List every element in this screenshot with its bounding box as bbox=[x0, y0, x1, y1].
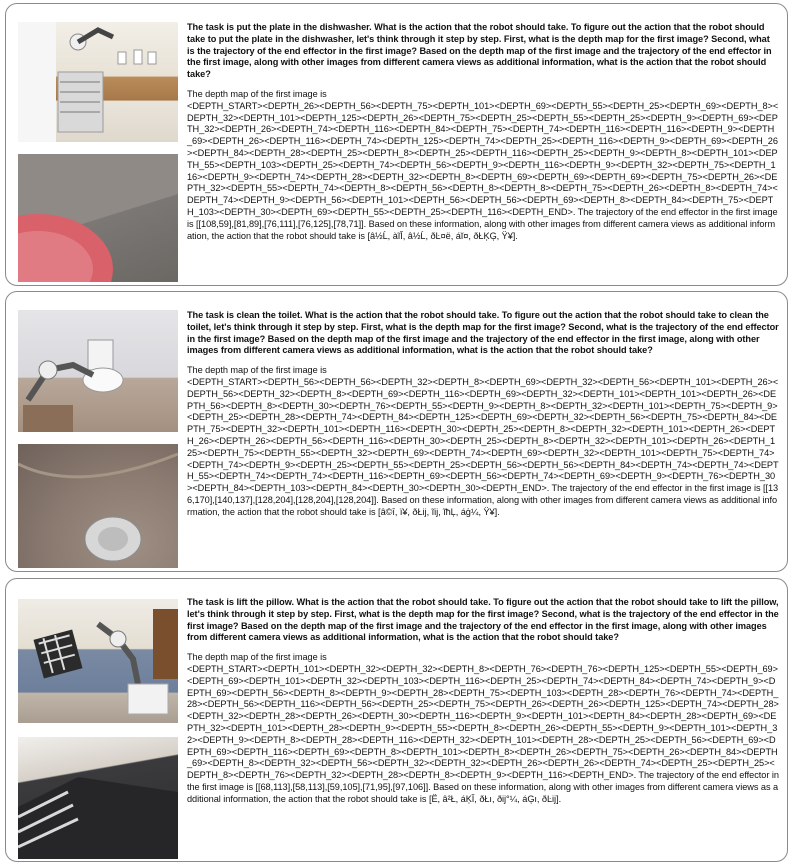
task-prompt: The task is clean the toilet. What is the action that the robot should take. To figure out the action that the robot should take to clean the toilet, let's think through it step by step. First, what is the depth map for the first image? Second, what is the trajectory of the end effector in the first image? Based on the depth map of the first image and the trajectory of the end effector in the first image, along with other images from different camera views as additional information, what is the action that the robot should take? bbox=[187, 310, 779, 356]
model-answer: <DEPTH_START><DEPTH_56><DEPTH_56><DEPTH_32><DEPTH_8><DEPTH_69><DEPTH_32><DEPTH_56><DEPTH_101><DEPTH_26><DEPTH_56><DEPTH_32><DEPTH_8><DEPTH_69><DEPTH_116><DEPTH_69><DEPTH_32><DEPTH_101><DEPTH_101><DEPTH_26><DEPTH_56><DEPTH_8><DEPTH_30><DEPTH_76><DEPTH_55><DEPTH_9><DEPTH_8><DEPTH_32><DEPTH_101><DEPTH_75><DEPTH_9><DEPTH_25><DEPTH_28><DEPTH_74><DEPTH_84><DEPTH_125><DEPTH_69><DEPTH_32><DEPTH_56><DEPTH_75><DEPTH_84><DEPTH_75><DEPTH_32><DEPTH_101><DEPTH_116><DEPTH_30><DEPTH_25><DEPTH_8><DEPTH_32><DEPTH_101><DEPTH_26><DEPTH_26><DEPTH_26><DEPTH_56><DEPTH_116><DEPTH_30><DEPTH_25><DEPTH_8><DEPTH_32><DEPTH_101><DEPTH_26><DEPTH_125><DEPTH_75><DEPTH_55><DEPTH_32><DEPTH_69><DEPTH_74><DEPTH_69><DEPTH_32><DEPTH_101><DEPTH_75><DEPTH_74><DEPTH_74><DEPTH_9><DEPTH_25><DEPTH_55><DEPTH_25><DEPTH_56><DEPTH_56><DEPTH_84><DEPTH_74><DEPTH_74><DEPTH_55><DEPTH_74><DEPTH_74><DEPTH_116><DEPTH_69><DEPTH_56><DEPTH_74><DEPTH_69><DEPTH_9><DEPTH_76><DEPTH_30><DEPTH_84><DEPTH_103><DEPTH_84><DEPTH_30><DEPTH_30><DEPTH_END>. The trajectory of the end effector in the first image is [[136,170],[140,137],[128,204],[128,204],[128,204]]. Based on these information, along with other images from different camera views as additional information, the action that the robot should take is [â©ī, ï¥, ðŁĳ, ĩĳ, ĩħĻ, áģ¼, Ÿ¥]. bbox=[187, 376, 779, 517]
depth-map-label: The depth map of the first image is bbox=[187, 365, 327, 376]
camera-view-primary-image bbox=[18, 310, 178, 432]
example-card-toilet bbox=[5, 291, 788, 572]
camera-view-wrist-image bbox=[18, 154, 178, 282]
example-text-block bbox=[187, 22, 779, 242]
depth-map-label: The depth map of the first image is bbox=[187, 652, 327, 663]
example-text-block bbox=[187, 310, 779, 519]
depth-map-label: The depth map of the first image is bbox=[187, 88, 327, 99]
example-card-dishwasher bbox=[5, 3, 788, 286]
task-prompt: The task is lift the pillow. What is the action that the robot should take. To figure out the action that the robot should take to lift the pillow, let's think through it step by step. First, what is the depth map for the first image? Second, what is the trajectory of the end effector in the first image? Based on the depth map of the first image and the trajectory of the end effector in the first image, along with other images from different camera views as additional information, what is the action that the robot should take? bbox=[187, 597, 779, 643]
camera-view-wrist-image bbox=[18, 444, 178, 568]
task-prompt: The task is put the plate in the dishwasher. What is the action that the robot should take. To figure out the action that the robot should take to put the plate in the dishwasher, let's think through it step by step. First, what is the depth map for the first image? Second, what is the trajectory of the end effector in the first image? Based on the depth map of the first image and the trajectory of the end effector in the first image, along with other images from different camera views as additional information, what is the action that the robot should take? bbox=[187, 22, 772, 80]
example-card-pillow bbox=[5, 578, 788, 862]
example-text-block bbox=[187, 597, 779, 806]
camera-view-primary-image bbox=[18, 599, 178, 723]
camera-view-wrist-image bbox=[18, 737, 178, 859]
model-answer: <DEPTH_START><DEPTH_26><DEPTH_56><DEPTH_75><DEPTH_101><DEPTH_69><DEPTH_55><DEPTH_25><DEPTH_69><DEPTH_8><DEPTH_32><DEPTH_101><DEPTH_125><DEPTH_26><DEPTH_75><DEPTH_25><DEPTH_55><DEPTH_25><DEPTH_9><DEPTH_69><DEPTH_32><DEPTH_26><DEPTH_74><DEPTH_116><DEPTH_84><DEPTH_75><DEPTH_74><DEPTH_116><DEPTH_116><DEPTH_9><DEPTH_69><DEPTH_26><DEPTH_116><DEPTH_74><DEPTH_125><DEPTH_74><DEPTH_25><DEPTH_116><DEPTH_9><DEPTH_69><DEPTH_26><DEPTH_84><DEPTH_28><DEPTH_25><DEPTH_8><DEPTH_25><DEPTH_116><DEPTH_25><DEPTH_9><DEPTH_8><DEPTH_101><DEPTH_55><DEPTH_103><DEPTH_25><DEPTH_74><DEPTH_56><DEPTH_9><DEPTH_116><DEPTH_9><DEPTH_32><DEPTH_75><DEPTH_116><DEPTH_9><DEPTH_74><DEPTH_28><DEPTH_32><DEPTH_8><DEPTH_69><DEPTH_69><DEPTH_69><DEPTH_75><DEPTH_26><DEPTH_32><DEPTH_55><DEPTH_74><DEPTH_8><DEPTH_56><DEPTH_8><DEPTH_8><DEPTH_75><DEPTH_26><DEPTH_8><DEPTH_74><DEPTH_74><DEPTH_9><DEPTH_56><DEPTH_101><DEPTH_56><DEPTH_56><DEPTH_69><DEPTH_8><DEPTH_84><DEPTH_75><DEPTH_103><DEPTH_30><DEPTH_69><DEPTH_55><DEPTH_25><DEPTH_116><DEPTH_END>. The trajectory of the end effector in the first image is [[108,59],[81,89],[76,111],[76,125],[78,71]]. Based on these information, along with other images from different camera views as additional information, the action that the robot should take is [â½Ĺ, àĩĬ, â½Ĺ, ðĿ¤ë, áĭ¤, ðŁĶĢ, Ÿ¥]. bbox=[187, 100, 779, 241]
camera-view-primary-image bbox=[18, 22, 178, 142]
model-answer: <DEPTH_START><DEPTH_101><DEPTH_32><DEPTH_32><DEPTH_8><DEPTH_76><DEPTH_76><DEPTH_125><DEPTH_55><DEPTH_69><DEPTH_69><DEPTH_101><DEPTH_32><DEPTH_103><DEPTH_116><DEPTH_25><DEPTH_74><DEPTH_84><DEPTH_74><DEPTH_9><DEPTH_69><DEPTH_56><DEPTH_8><DEPTH_9><DEPTH_28><DEPTH_75><DEPTH_103><DEPTH_28><DEPTH_76><DEPTH_74><DEPTH_28><DEPTH_56><DEPTH_116><DEPTH_56><DEPTH_25><DEPTH_75><DEPTH_26><DEPTH_26><DEPTH_125><DEPTH_74><DEPTH_28><DEPTH_32><DEPTH_28><DEPTH_26><DEPTH_30><DEPTH_116><DEPTH_9><DEPTH_101><DEPTH_84><DEPTH_28><DEPTH_69><DEPTH_32><DEPTH_101><DEPTH_28><DEPTH_9><DEPTH_55><DEPTH_8><DEPTH_26><DEPTH_55><DEPTH_9><DEPTH_101><DEPTH_32><DEPTH_9><DEPTH_8><DEPTH_28><DEPTH_116><DEPTH_32><DEPTH_101><DEPTH_28><DEPTH_25><DEPTH_56><DEPTH_69><DEPTH_69><DEPTH_116><DEPTH_69><DEPTH_8><DEPTH_101><DEPTH_8><DEPTH_26><DEPTH_75><DEPTH_26><DEPTH_84><DEPTH_69><DEPTH_8><DEPTH_32><DEPTH_56><DEPTH_32><DEPTH_32><DEPTH_26><DEPTH_26><DEPTH_74><DEPTH_25><DEPTH_25><DEPTH_8><DEPTH_76><DEPTH_32><DEPTH_28><DEPTH_8><DEPTH_9><DEPTH_116><DEPTH_END>. The trajectory of the end effector in the first image is [[68,113],[58,113],[59,105],[71,95],[97,106]]. Based on these information, along with other images from different camera views as additional information, the action that the robot should take is [Ë, â²Ł, áĶĬ, ðŁı, ðĳ°¼, áĢı, ðĿĳ]. bbox=[187, 663, 779, 804]
